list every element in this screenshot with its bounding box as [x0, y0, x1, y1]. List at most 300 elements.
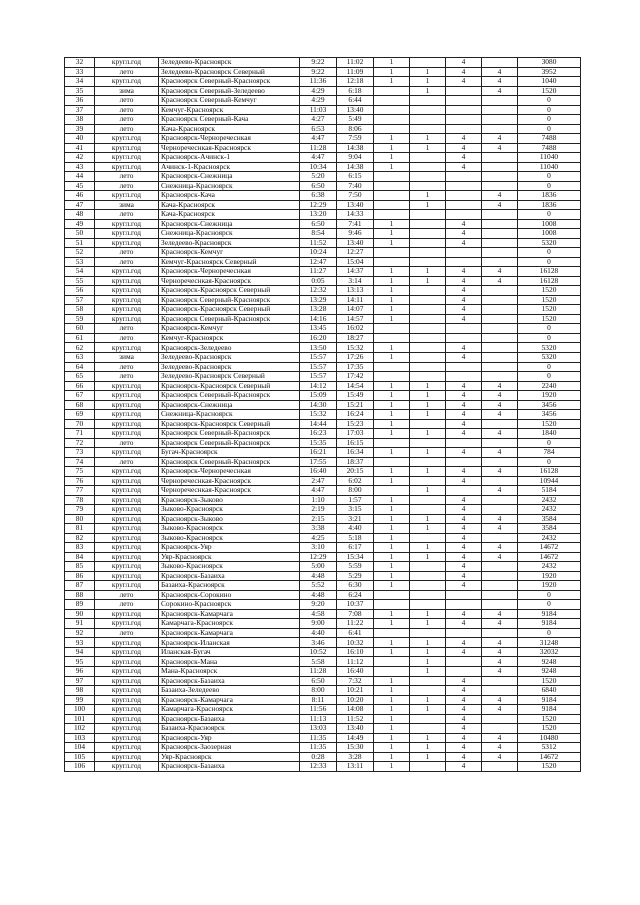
route-cell: Красноярск-Зеледеево	[159, 343, 300, 353]
departure-time-cell: 4:48	[300, 590, 337, 600]
row-number: 81	[65, 524, 95, 534]
total-value-cell: 0	[518, 172, 581, 182]
table-row	[65, 562, 581, 572]
departure-time-cell: 4:40	[300, 628, 337, 638]
row-number: 93	[65, 638, 95, 648]
arrival-time-cell: 15:34	[337, 552, 374, 562]
row-number: 49	[65, 219, 95, 229]
season-cell: лето	[95, 257, 159, 267]
count-d-cell: 4	[482, 657, 518, 667]
arrival-time-cell: 14:11	[337, 295, 374, 305]
count-a-cell: 1	[374, 752, 410, 762]
total-value-cell: 1520	[518, 286, 581, 296]
count-a-cell	[374, 457, 410, 467]
total-value-cell: 10944	[518, 476, 581, 486]
count-b-cell	[410, 590, 446, 600]
total-value-cell: 2432	[518, 505, 581, 515]
season-cell: кругл.год	[95, 609, 159, 619]
row-number: 46	[65, 191, 95, 201]
table-row	[65, 267, 581, 277]
row-number: 78	[65, 495, 95, 505]
count-c-cell: 4	[446, 410, 482, 420]
route-cell: Красноярск Северный-Красноярск	[159, 314, 300, 324]
season-cell: кругл.год	[95, 733, 159, 743]
count-a-cell: 1	[374, 58, 410, 68]
season-cell: кругл.год	[95, 295, 159, 305]
total-value-cell: 0	[518, 115, 581, 125]
count-b-cell	[410, 257, 446, 267]
count-d-cell	[482, 115, 518, 125]
arrival-time-cell: 14:33	[337, 210, 374, 220]
table-row	[65, 86, 581, 96]
departure-time-cell: 6:53	[300, 124, 337, 134]
row-number: 43	[65, 162, 95, 172]
count-c-cell: 4	[446, 581, 482, 591]
count-c-cell: 4	[446, 143, 482, 153]
count-b-cell: 1	[410, 667, 446, 677]
total-value-cell: 1008	[518, 229, 581, 239]
total-value-cell: 16128	[518, 467, 581, 477]
count-c-cell: 4	[446, 305, 482, 315]
count-d-cell: 4	[482, 647, 518, 657]
count-a-cell: 1	[374, 400, 410, 410]
route-cell: Красноярск-Камарчага	[159, 628, 300, 638]
count-b-cell	[410, 219, 446, 229]
count-a-cell: 1	[374, 705, 410, 715]
count-b-cell: 1	[410, 381, 446, 391]
count-c-cell: 4	[446, 162, 482, 172]
departure-time-cell: 10:24	[300, 248, 337, 258]
season-cell: кругл.год	[95, 762, 159, 772]
count-a-cell: 1	[374, 695, 410, 705]
count-c-cell	[446, 96, 482, 106]
season-cell: лето	[95, 124, 159, 134]
count-a-cell: 1	[374, 543, 410, 553]
row-number: 33	[65, 67, 95, 77]
arrival-time-cell: 14:38	[337, 162, 374, 172]
season-cell: кругл.год	[95, 381, 159, 391]
route-cell: Кемчуг-Красноярск	[159, 333, 300, 343]
total-value-cell: 0	[518, 600, 581, 610]
count-b-cell: 1	[410, 638, 446, 648]
arrival-time-cell: 16:40	[337, 667, 374, 677]
count-b-cell: 1	[410, 657, 446, 667]
row-number: 101	[65, 714, 95, 724]
table-row	[65, 115, 581, 125]
count-a-cell	[374, 372, 410, 382]
count-b-cell	[410, 352, 446, 362]
season-cell: кругл.год	[95, 286, 159, 296]
row-number: 47	[65, 200, 95, 210]
departure-time-cell: 13:45	[300, 324, 337, 334]
season-cell: кругл.год	[95, 647, 159, 657]
count-d-cell: 4	[482, 486, 518, 496]
count-a-cell	[374, 628, 410, 638]
arrival-time-cell: 16:02	[337, 324, 374, 334]
count-d-cell	[482, 533, 518, 543]
total-value-cell: 5184	[518, 486, 581, 496]
count-a-cell: 1	[374, 314, 410, 324]
route-cell: Красноярск Северный-Зеледеево	[159, 86, 300, 96]
arrival-time-cell: 3:21	[337, 514, 374, 524]
total-value-cell: 9184	[518, 609, 581, 619]
table-row	[65, 324, 581, 334]
count-a-cell: 1	[374, 762, 410, 772]
row-number: 91	[65, 619, 95, 629]
table-row	[65, 476, 581, 486]
departure-time-cell: 8:11	[300, 695, 337, 705]
departure-time-cell: 14:30	[300, 400, 337, 410]
route-cell: Снежница-Красноярск	[159, 181, 300, 191]
count-b-cell	[410, 581, 446, 591]
table-row	[65, 134, 581, 144]
arrival-time-cell: 6:17	[337, 543, 374, 553]
season-cell: лето	[95, 457, 159, 467]
row-number: 58	[65, 305, 95, 315]
table-row	[65, 657, 581, 667]
route-cell: Красноярск-Кемчуг	[159, 248, 300, 258]
row-number: 64	[65, 362, 95, 372]
total-value-cell: 1520	[518, 762, 581, 772]
count-b-cell: 1	[410, 267, 446, 277]
count-d-cell	[482, 562, 518, 572]
table-row	[65, 667, 581, 677]
table-row	[65, 429, 581, 439]
count-b-cell	[410, 714, 446, 724]
count-a-cell	[374, 438, 410, 448]
route-cell: Красноярск-Красноярск Северный	[159, 381, 300, 391]
total-value-cell: 9184	[518, 619, 581, 629]
departure-time-cell: 6:38	[300, 191, 337, 201]
total-value-cell: 1836	[518, 200, 581, 210]
table-row	[65, 58, 581, 68]
route-cell: Красноярск-Уяр	[159, 543, 300, 553]
count-c-cell: 4	[446, 705, 482, 715]
route-cell: Черноречеснкая-Красноярск	[159, 486, 300, 496]
count-d-cell: 4	[482, 429, 518, 439]
document-page	[64, 57, 580, 772]
row-number: 80	[65, 514, 95, 524]
count-a-cell	[374, 486, 410, 496]
count-b-cell: 1	[410, 705, 446, 715]
route-cell: Красноярск Северный-Красноярск	[159, 391, 300, 401]
count-d-cell	[482, 724, 518, 734]
arrival-time-cell: 10:20	[337, 695, 374, 705]
count-a-cell: 1	[374, 733, 410, 743]
total-value-cell: 16128	[518, 276, 581, 286]
count-c-cell: 4	[446, 533, 482, 543]
departure-time-cell: 12:47	[300, 257, 337, 267]
count-a-cell	[374, 96, 410, 106]
departure-time-cell: 9:22	[300, 67, 337, 77]
route-cell: Красноярск-Черноречеснкая	[159, 267, 300, 277]
row-number: 61	[65, 333, 95, 343]
count-d-cell	[482, 210, 518, 220]
count-a-cell: 1	[374, 286, 410, 296]
departure-time-cell: 12:29	[300, 552, 337, 562]
season-cell: кругл.год	[95, 743, 159, 753]
count-a-cell: 1	[374, 448, 410, 458]
count-b-cell	[410, 686, 446, 696]
row-number: 48	[65, 210, 95, 220]
total-value-cell: 3584	[518, 524, 581, 534]
route-cell: Кача-Красноярск	[159, 124, 300, 134]
route-cell: Красноярск-Кача	[159, 191, 300, 201]
season-cell: кругл.год	[95, 267, 159, 277]
table-row	[65, 343, 581, 353]
row-number: 87	[65, 581, 95, 591]
season-cell: лето	[95, 172, 159, 182]
season-cell: кругл.год	[95, 581, 159, 591]
count-c-cell: 4	[446, 743, 482, 753]
row-number: 68	[65, 400, 95, 410]
count-d-cell: 4	[482, 695, 518, 705]
count-b-cell: 1	[410, 752, 446, 762]
route-cell: Зыково-Красноярск	[159, 562, 300, 572]
total-value-cell: 11040	[518, 153, 581, 163]
arrival-time-cell: 15:32	[337, 343, 374, 353]
season-cell: лето	[95, 210, 159, 220]
count-b-cell: 1	[410, 391, 446, 401]
count-a-cell	[374, 600, 410, 610]
route-cell: Бугач-Красноярск	[159, 448, 300, 458]
table-row	[65, 533, 581, 543]
table-row	[65, 486, 581, 496]
count-a-cell	[374, 657, 410, 667]
total-value-cell: 6840	[518, 686, 581, 696]
count-c-cell: 4	[446, 714, 482, 724]
count-b-cell: 1	[410, 647, 446, 657]
count-c-cell: 4	[446, 609, 482, 619]
count-c-cell: 4	[446, 676, 482, 686]
departure-time-cell: 8:54	[300, 229, 337, 239]
count-c-cell: 4	[446, 419, 482, 429]
table-row	[65, 191, 581, 201]
count-b-cell	[410, 115, 446, 125]
season-cell: кругл.год	[95, 143, 159, 153]
count-c-cell	[446, 486, 482, 496]
table-row	[65, 143, 581, 153]
season-cell: кругл.год	[95, 400, 159, 410]
arrival-time-cell: 7:59	[337, 134, 374, 144]
count-c-cell: 4	[446, 467, 482, 477]
table-row	[65, 543, 581, 553]
departure-time-cell: 0:28	[300, 752, 337, 762]
count-b-cell	[410, 762, 446, 772]
table-row	[65, 714, 581, 724]
season-cell: лето	[95, 96, 159, 106]
route-cell: Черноречеснкая-Красноярск	[159, 476, 300, 486]
route-cell: Красноярск Северный-Красноярск	[159, 457, 300, 467]
count-a-cell: 1	[374, 429, 410, 439]
count-c-cell: 4	[446, 543, 482, 553]
departure-time-cell: 11:03	[300, 105, 337, 115]
season-cell: кругл.год	[95, 134, 159, 144]
count-a-cell: 1	[374, 343, 410, 353]
departure-time-cell: 4:27	[300, 115, 337, 125]
season-cell: кругл.год	[95, 391, 159, 401]
arrival-time-cell: 14:49	[337, 733, 374, 743]
count-b-cell	[410, 124, 446, 134]
route-cell: Красноярск-Красноярск Северный	[159, 305, 300, 315]
arrival-time-cell: 15:04	[337, 257, 374, 267]
table-row	[65, 686, 581, 696]
arrival-time-cell: 10:21	[337, 686, 374, 696]
count-c-cell: 4	[446, 724, 482, 734]
count-c-cell: 4	[446, 752, 482, 762]
departure-time-cell: 11:35	[300, 733, 337, 743]
total-value-cell: 0	[518, 324, 581, 334]
route-cell: Ачинск-1-Красноярск	[159, 162, 300, 172]
count-d-cell	[482, 248, 518, 258]
row-number: 54	[65, 267, 95, 277]
row-number: 84	[65, 552, 95, 562]
total-value-cell: 0	[518, 248, 581, 258]
count-a-cell: 1	[374, 153, 410, 163]
row-number: 52	[65, 248, 95, 258]
arrival-time-cell: 3:14	[337, 276, 374, 286]
count-c-cell: 4	[446, 476, 482, 486]
route-cell: Красноярск-Сорокино	[159, 590, 300, 600]
table-row	[65, 505, 581, 515]
route-cell: Красноярск-Снежница	[159, 400, 300, 410]
count-a-cell: 1	[374, 647, 410, 657]
row-number: 57	[65, 295, 95, 305]
arrival-time-cell: 11:12	[337, 657, 374, 667]
arrival-time-cell: 13:40	[337, 238, 374, 248]
count-b-cell: 1	[410, 67, 446, 77]
table-row	[65, 362, 581, 372]
count-d-cell: 4	[482, 410, 518, 420]
table-row	[65, 552, 581, 562]
count-d-cell: 4	[482, 705, 518, 715]
departure-time-cell: 12:29	[300, 200, 337, 210]
table-row	[65, 257, 581, 267]
count-b-cell	[410, 571, 446, 581]
count-c-cell	[446, 324, 482, 334]
count-d-cell: 4	[482, 77, 518, 87]
total-value-cell: 14672	[518, 752, 581, 762]
arrival-time-cell: 15:23	[337, 419, 374, 429]
schedule-body	[65, 58, 581, 772]
arrival-time-cell: 18:27	[337, 333, 374, 343]
total-value-cell: 784	[518, 448, 581, 458]
count-a-cell	[374, 333, 410, 343]
count-a-cell: 1	[374, 391, 410, 401]
total-value-cell: 9248	[518, 667, 581, 677]
count-a-cell: 1	[374, 381, 410, 391]
departure-time-cell: 4:47	[300, 153, 337, 163]
count-b-cell	[410, 324, 446, 334]
arrival-time-cell: 9:04	[337, 153, 374, 163]
arrival-time-cell: 7:41	[337, 219, 374, 229]
departure-time-cell: 1:10	[300, 495, 337, 505]
count-c-cell	[446, 362, 482, 372]
table-row	[65, 286, 581, 296]
count-d-cell	[482, 372, 518, 382]
row-number: 45	[65, 181, 95, 191]
total-value-cell: 5320	[518, 238, 581, 248]
route-cell: Снежница-Красноярск	[159, 410, 300, 420]
table-row	[65, 448, 581, 458]
count-c-cell: 4	[446, 505, 482, 515]
count-b-cell	[410, 286, 446, 296]
count-a-cell: 1	[374, 571, 410, 581]
count-b-cell	[410, 172, 446, 182]
departure-time-cell: 15:35	[300, 438, 337, 448]
route-cell: Сорокино-Красноярск	[159, 600, 300, 610]
table-row	[65, 743, 581, 753]
count-b-cell	[410, 495, 446, 505]
departure-time-cell: 9:00	[300, 619, 337, 629]
departure-time-cell: 16:23	[300, 429, 337, 439]
season-cell: зима	[95, 200, 159, 210]
count-c-cell: 4	[446, 400, 482, 410]
count-c-cell: 4	[446, 295, 482, 305]
row-number: 89	[65, 600, 95, 610]
departure-time-cell: 9:22	[300, 58, 337, 68]
arrival-time-cell: 3:15	[337, 505, 374, 515]
total-value-cell: 1920	[518, 571, 581, 581]
count-b-cell: 1	[410, 695, 446, 705]
route-cell: Красноярск Северный-Кача	[159, 115, 300, 125]
count-d-cell	[482, 257, 518, 267]
count-d-cell	[482, 581, 518, 591]
arrival-time-cell: 6:24	[337, 590, 374, 600]
count-b-cell: 1	[410, 429, 446, 439]
count-d-cell	[482, 105, 518, 115]
train-schedule-table	[64, 57, 581, 772]
count-c-cell	[446, 172, 482, 182]
count-c-cell: 4	[446, 267, 482, 277]
count-b-cell	[410, 676, 446, 686]
departure-time-cell: 9:20	[300, 600, 337, 610]
season-cell: кругл.год	[95, 476, 159, 486]
total-value-cell: 1520	[518, 714, 581, 724]
count-c-cell: 4	[446, 77, 482, 87]
season-cell: лето	[95, 248, 159, 258]
total-value-cell: 1836	[518, 191, 581, 201]
arrival-time-cell: 9:46	[337, 229, 374, 239]
arrival-time-cell: 6:30	[337, 581, 374, 591]
total-value-cell: 0	[518, 210, 581, 220]
table-row	[65, 400, 581, 410]
count-c-cell: 4	[446, 219, 482, 229]
total-value-cell: 31248	[518, 638, 581, 648]
count-b-cell: 1	[410, 619, 446, 629]
total-value-cell: 1520	[518, 86, 581, 96]
count-b-cell	[410, 562, 446, 572]
route-cell: Кача-Красноярск	[159, 210, 300, 220]
count-d-cell	[482, 314, 518, 324]
departure-time-cell: 11:13	[300, 714, 337, 724]
count-b-cell: 1	[410, 524, 446, 534]
route-cell: Красноярск Северный-Кемчуг	[159, 96, 300, 106]
row-number: 62	[65, 343, 95, 353]
season-cell: кругл.год	[95, 467, 159, 477]
count-b-cell: 1	[410, 467, 446, 477]
season-cell: кругл.год	[95, 153, 159, 163]
route-cell: Базаиха-Зеледеево	[159, 686, 300, 696]
table-row	[65, 524, 581, 534]
row-number: 69	[65, 410, 95, 420]
route-cell: Красноярск-Уяр	[159, 733, 300, 743]
count-d-cell	[482, 628, 518, 638]
total-value-cell: 0	[518, 105, 581, 115]
row-number: 75	[65, 467, 95, 477]
row-number: 99	[65, 695, 95, 705]
count-c-cell: 4	[446, 134, 482, 144]
